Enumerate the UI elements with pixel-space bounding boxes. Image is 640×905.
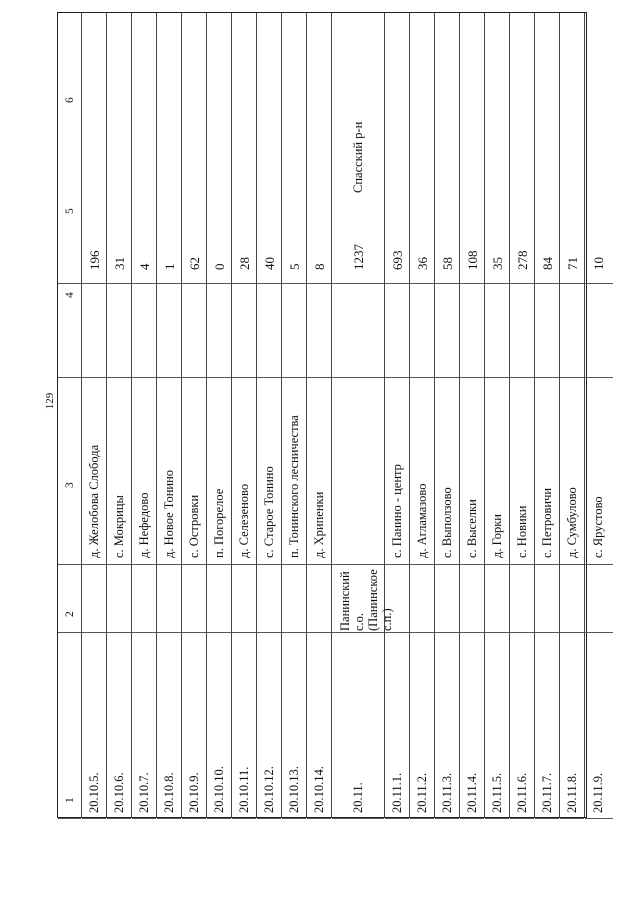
cell-c2: [485, 565, 509, 633]
cell-c5: [107, 200, 131, 284]
cell-c4: [535, 284, 559, 378]
table-row: [535, 13, 560, 817]
cell-text: 20.11.2.: [415, 772, 429, 813]
cell-c3: [82, 378, 106, 565]
table-row: [282, 13, 307, 817]
cell-c4: [257, 284, 281, 378]
table-row: [257, 13, 282, 817]
cell-c1: [510, 633, 534, 819]
cell-text: 20.11.4.: [465, 772, 479, 813]
cell-text: 20.11.6.: [515, 772, 529, 813]
cell-c1: [182, 633, 206, 819]
cell-text: д. Нефедово: [137, 492, 151, 558]
cell-c2: [182, 565, 206, 633]
cell-c3: [307, 378, 331, 565]
cell-c4: [232, 284, 256, 378]
cell-c4: [132, 284, 156, 378]
cell-text: с. Выселки: [465, 499, 479, 558]
page-number: 129: [44, 392, 56, 410]
cell-c4: [585, 284, 613, 378]
cell-text: 58: [440, 257, 455, 270]
table-row: [207, 13, 232, 817]
cell-c6: [207, 13, 231, 200]
cell-text: 20.11.7.: [540, 772, 554, 813]
table-row: [410, 13, 435, 817]
cell-c2: [207, 565, 231, 633]
cell-c4: [307, 284, 331, 378]
cell-c4: [385, 284, 409, 378]
cell-c2: [535, 565, 559, 633]
cell-c4: [107, 284, 131, 378]
cell-c5: [485, 200, 509, 284]
cell-c1: [535, 633, 559, 819]
table-row: [435, 13, 460, 817]
cell-c6: [257, 13, 281, 200]
cell-c6: [182, 13, 206, 200]
cell-text: Спасский р-н: [351, 121, 365, 193]
cell-c4: [282, 284, 306, 378]
cell-c1: [460, 633, 484, 819]
cell-c5: [332, 200, 384, 284]
cell-c1: [307, 633, 331, 819]
cell-text: 20.10.13.: [287, 766, 301, 813]
cell-c4: [82, 284, 106, 378]
table-row: [585, 13, 613, 817]
cell-c3: [460, 378, 484, 565]
cell-c6: [332, 13, 384, 200]
cell-c3: [207, 378, 231, 565]
cell-c1: [282, 633, 306, 819]
cell-c1: [257, 633, 281, 819]
cell-text: 84: [540, 257, 555, 270]
cell-text: с. Панино - центр: [390, 464, 404, 558]
cell-c3: [107, 378, 131, 565]
table-row: [107, 13, 132, 817]
cell-c6: [157, 13, 181, 200]
cell-c2: [460, 565, 484, 633]
cell-c2: [282, 565, 306, 633]
cell-text: 20.11.1.: [390, 772, 404, 813]
cell-c3: [560, 378, 584, 565]
cell-c2: [257, 565, 281, 633]
header-cell-1: 1: [58, 633, 81, 819]
cell-c3: [332, 378, 384, 565]
header-cell-4: 4: [58, 284, 81, 378]
table-row: [232, 13, 257, 817]
header-row: [58, 13, 82, 817]
cell-c6: [535, 13, 559, 200]
cell-c1: [385, 633, 409, 819]
cell-text: 28: [237, 257, 252, 270]
cell-text: с. Петровичи: [540, 487, 554, 558]
cell-text: Панинский с.о. (Панинское с.п.): [338, 569, 394, 631]
cell-text: 62: [187, 257, 202, 270]
cell-c6: [232, 13, 256, 200]
cell-text: 31: [112, 257, 127, 270]
cell-c1: [560, 633, 584, 819]
cell-text: 108: [465, 250, 480, 270]
cell-text: 278: [515, 250, 530, 270]
cell-text: 5: [287, 263, 302, 270]
cell-c2: [132, 565, 156, 633]
cell-c4: [485, 284, 509, 378]
cell-text: 1: [162, 263, 177, 270]
cell-c2: [157, 565, 181, 633]
cell-c1: [332, 633, 384, 819]
cell-c4: [157, 284, 181, 378]
cell-c3: [157, 378, 181, 565]
cell-text: 20.10.5.: [87, 772, 101, 813]
cell-c5: [132, 200, 156, 284]
cell-c3: [510, 378, 534, 565]
cell-text: 20.10.12.: [262, 766, 276, 813]
cell-c5: [157, 200, 181, 284]
cell-text: с. Островки: [187, 494, 201, 558]
cell-c4: [410, 284, 434, 378]
cell-c5: [232, 200, 256, 284]
cell-text: 693: [390, 250, 405, 270]
cell-c4: [560, 284, 584, 378]
cell-c3: [485, 378, 509, 565]
cell-c1: [207, 633, 231, 819]
cell-c1: [232, 633, 256, 819]
cell-text: с. Новики: [515, 505, 529, 558]
cell-c6: [485, 13, 509, 200]
table-row: [157, 13, 182, 817]
cell-c4: [207, 284, 231, 378]
cell-text: 20.10.6.: [112, 772, 126, 813]
cell-c1: [107, 633, 131, 819]
cell-c4: [182, 284, 206, 378]
cell-c3: [385, 378, 409, 565]
cell-c2: [560, 565, 584, 633]
cell-c5: [435, 200, 459, 284]
cell-c6: [282, 13, 306, 200]
table-row: [332, 13, 394, 817]
cell-text: 20.11.3.: [440, 772, 454, 813]
settlement-table: [57, 12, 606, 818]
cell-c5: [535, 200, 559, 284]
cell-text: 20.10.8.: [162, 772, 176, 813]
header-cell-5: 5: [58, 200, 81, 284]
cell-text: 4: [137, 263, 152, 270]
cell-text: 40: [262, 257, 277, 270]
cell-c3: [257, 378, 281, 565]
cell-text: 36: [415, 257, 430, 270]
cell-c5: [385, 200, 409, 284]
cell-c6: [307, 13, 331, 200]
table-row: [560, 13, 585, 817]
cell-c6: [410, 13, 434, 200]
header-cell-6: 6: [64, 97, 76, 103]
cell-text: д. Желобова Слобода: [87, 444, 101, 558]
cell-text: 71: [565, 257, 580, 270]
cell-c3: [585, 378, 613, 565]
cell-c2: [510, 565, 534, 633]
cell-text: 8: [312, 263, 327, 270]
cell-c6: [132, 13, 156, 200]
cell-c6: [385, 13, 409, 200]
table-row: [460, 13, 485, 817]
cell-c3: [232, 378, 256, 565]
cell-text: 20.10.14.: [312, 766, 326, 813]
cell-c5: [410, 200, 434, 284]
table-row: [307, 13, 332, 817]
cell-text: 20.11.: [351, 782, 365, 813]
cell-text: 20.10.7.: [137, 772, 151, 813]
cell-c2: [585, 565, 613, 633]
table-row: [385, 13, 410, 817]
cell-text: д. Сумбулово: [565, 487, 579, 558]
cell-text: 20.10.10.: [212, 766, 226, 813]
cell-c2: [410, 565, 434, 633]
cell-c3: [182, 378, 206, 565]
cell-c5: [207, 200, 231, 284]
cell-text: 196: [87, 250, 102, 270]
cell-c6: [510, 13, 534, 200]
cell-c6: [560, 13, 584, 200]
table-row: [132, 13, 157, 817]
cell-text: с. Старое Тонино: [262, 466, 276, 558]
cell-text: 1237: [351, 244, 366, 270]
cell-text: 0: [212, 263, 227, 270]
cell-c5: [307, 200, 331, 284]
cell-c4: [332, 284, 384, 378]
cell-c5: [282, 200, 306, 284]
header-cell-3: 3: [58, 378, 81, 565]
cell-text: д. Горки: [490, 513, 504, 558]
cell-c1: [485, 633, 509, 819]
cell-c1: [157, 633, 181, 819]
cell-c2: [385, 565, 409, 633]
cell-text: с. Мокрицы: [112, 495, 126, 558]
cell-text: 20.10.11.: [237, 766, 251, 813]
cell-text: п. Тонинского лесничества: [287, 415, 301, 558]
cell-c5: [82, 200, 106, 284]
cell-c3: [535, 378, 559, 565]
cell-c6: [82, 13, 106, 200]
cell-c5: [257, 200, 281, 284]
cell-text: 20.11.8.: [565, 772, 579, 813]
cell-text: 20.10.9.: [187, 772, 201, 813]
cell-c3: [410, 378, 434, 565]
cell-c5: [585, 200, 613, 284]
cell-c2: [307, 565, 331, 633]
cell-text: д. Хрипенки: [312, 491, 326, 558]
cell-c5: [460, 200, 484, 284]
cell-c1: [82, 633, 106, 819]
cell-c4: [510, 284, 534, 378]
cell-text: 35: [490, 257, 505, 270]
header-cell-2: 2: [58, 565, 81, 633]
cell-c2: [435, 565, 459, 633]
cell-c3: [132, 378, 156, 565]
cell-c1: [585, 633, 613, 819]
table-row: [82, 13, 107, 817]
cell-text: 20.11.5.: [490, 772, 504, 813]
cell-text: п. Погорелое: [212, 488, 226, 558]
cell-c6: [107, 13, 131, 200]
cell-text: 10: [591, 257, 606, 270]
cell-c2: [107, 565, 131, 633]
cell-c1: [410, 633, 434, 819]
cell-c1: [132, 633, 156, 819]
cell-c1: [435, 633, 459, 819]
cell-text: с. Выползово: [440, 487, 454, 558]
table-row: [485, 13, 510, 817]
cell-c5: [182, 200, 206, 284]
cell-c6: [460, 13, 484, 200]
table-row: [510, 13, 535, 817]
cell-c2: [232, 565, 256, 633]
cell-c6: [435, 13, 459, 200]
cell-c4: [460, 284, 484, 378]
cell-text: д. Агламазово: [415, 483, 429, 558]
cell-c3: [435, 378, 459, 565]
cell-c5: [510, 200, 534, 284]
cell-c2: [332, 565, 394, 633]
table-row: [182, 13, 207, 817]
cell-c6: [585, 13, 613, 200]
cell-text: 20.11.9.: [591, 772, 605, 813]
cell-text: д. Новое Тонино: [162, 469, 176, 558]
cell-c5: [560, 200, 584, 284]
cell-c4: [435, 284, 459, 378]
cell-text: д. Селезеново: [237, 483, 251, 558]
cell-text: с. Ярустово: [591, 496, 605, 558]
cell-c2: [82, 565, 106, 633]
cell-c3: [282, 378, 306, 565]
